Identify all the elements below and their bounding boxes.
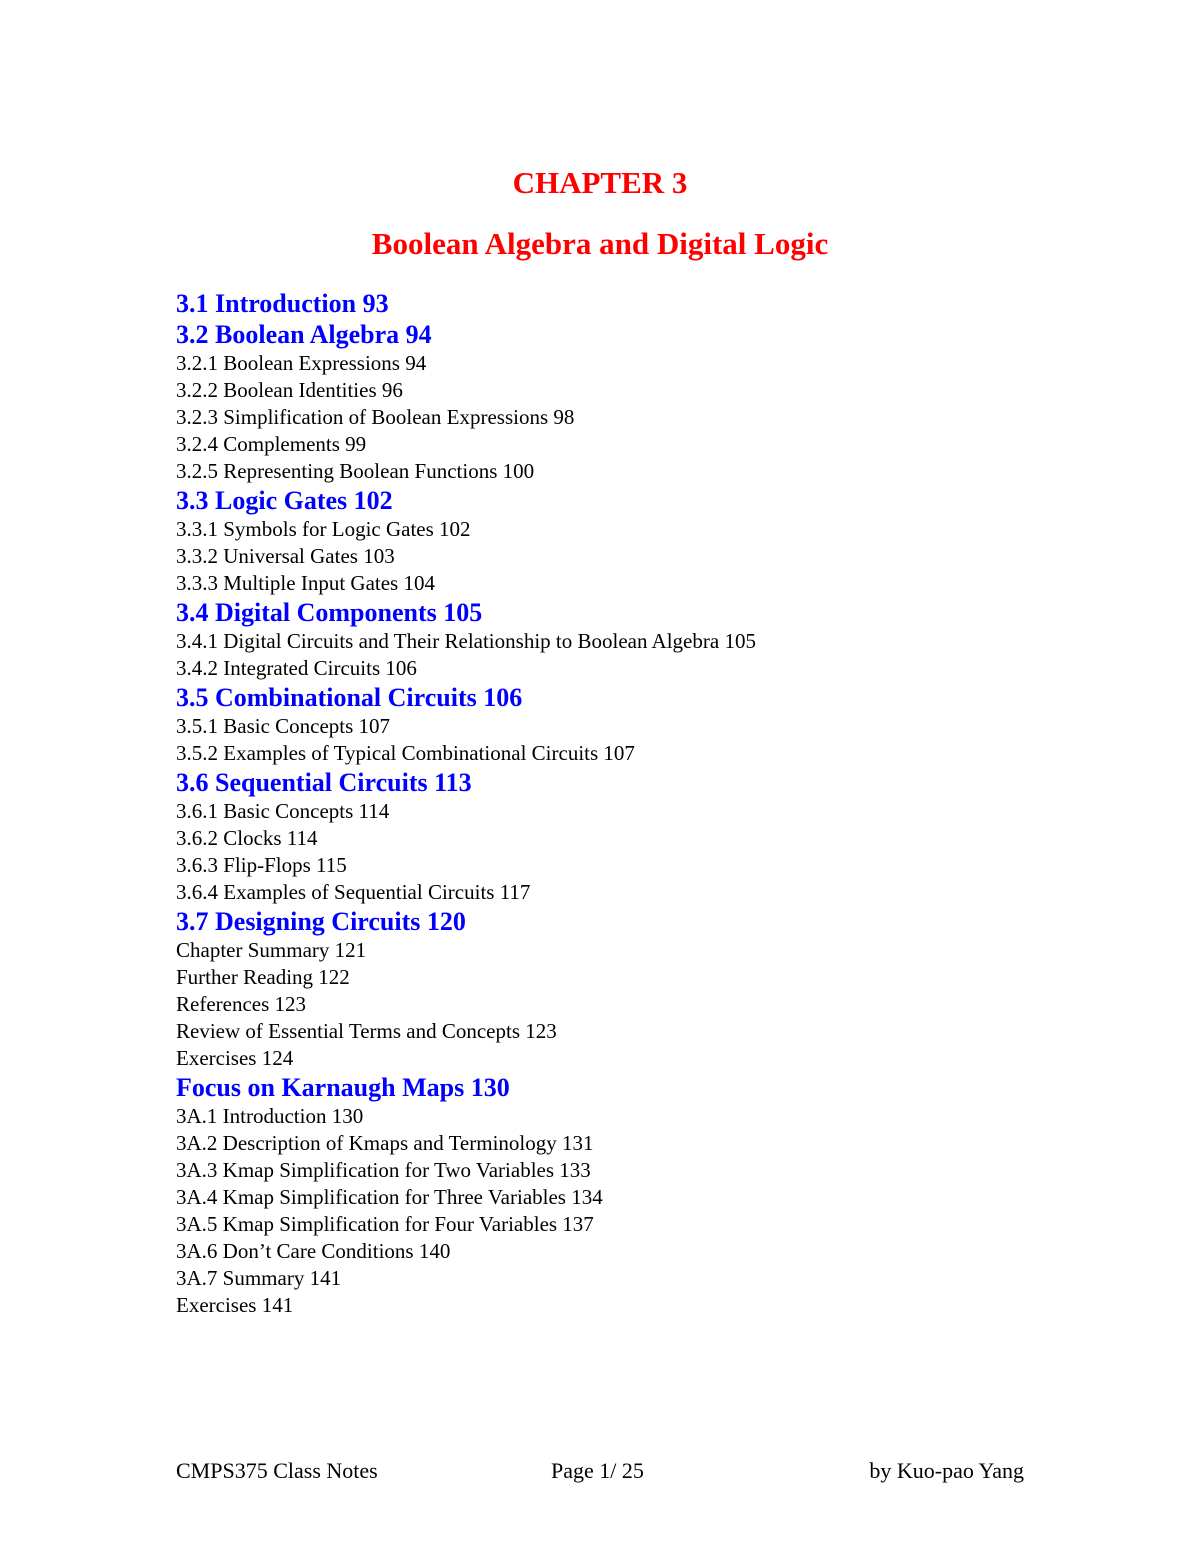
toc-subsection-entry: Review of Essential Terms and Concepts 123 (176, 1019, 557, 1043)
footer-course: CMPS375 Class Notes (176, 1458, 378, 1483)
toc-subsection-entry: 3.6.4 Examples of Sequential Circuits 117 (176, 880, 531, 904)
toc-subsection-entry: 3A.2 Description of Kmaps and Terminology 131 (176, 1131, 594, 1155)
toc-section-entry: 3.6 Sequential Circuits 113 (176, 768, 472, 797)
toc-subsection-entry: 3.2.5 Representing Boolean Functions 100 (176, 459, 535, 483)
footer-page-number: Page 1/ 25 (551, 1458, 644, 1483)
toc-subsection-entry: 3.3.3 Multiple Input Gates 104 (176, 571, 435, 595)
toc-subsection-entry: 3.5.1 Basic Concepts 107 (176, 714, 391, 738)
toc-subsection-entry: 3A.7 Summary 141 (176, 1266, 342, 1290)
toc-subsection-entry: Further Reading 122 (176, 965, 350, 989)
toc-section-entry: 3.5 Combinational Circuits 106 (176, 683, 523, 712)
toc-subsection-entry: 3.3.1 Symbols for Logic Gates 102 (176, 517, 471, 541)
chapter-label: CHAPTER 3 (512, 165, 688, 200)
toc-subsection-entry: 3A.4 Kmap Simplification for Three Variables 134 (176, 1185, 603, 1209)
toc-subsection-entry: 3A.1 Introduction 130 (176, 1104, 364, 1128)
toc-section-entry: 3.3 Logic Gates 102 (176, 486, 393, 515)
toc-subsection-entry: 3.5.2 Examples of Typical Combinational Circuits 107 (176, 741, 635, 765)
toc-subsection-entry: Exercises 124 (176, 1046, 294, 1070)
page-footer (176, 1456, 1024, 1486)
toc-subsection-entry: 3.4.2 Integrated Circuits 106 (176, 656, 417, 680)
toc-subsection-entry: 3.6.2 Clocks 114 (176, 826, 318, 850)
toc-subsection-entry: 3.3.2 Universal Gates 103 (176, 544, 395, 568)
toc-subsection-entry: 3.6.1 Basic Concepts 114 (176, 799, 390, 823)
toc-subsection-entry: 3.4.1 Digital Circuits and Their Relationship to Boolean Algebra 105 (176, 629, 756, 653)
toc-subsection-entry: 3.2.4 Complements 99 (176, 432, 367, 456)
toc-subsection-entry: 3.2.3 Simplification of Boolean Expressions 98 (176, 405, 575, 429)
toc-subsection-entry: 3A.6 Don’t Care Conditions 140 (176, 1239, 451, 1263)
toc-subsection-entry: References 123 (176, 992, 307, 1016)
toc-subsection-entry: 3.2.2 Boolean Identities 96 (176, 378, 403, 402)
toc-subsection-entry: Chapter Summary 121 (176, 938, 367, 962)
chapter-title: Boolean Algebra and Digital Logic (371, 226, 829, 261)
toc-subsection-entry: Exercises 141 (176, 1293, 294, 1317)
toc-subsection-entry: 3.2.1 Boolean Expressions 94 (176, 351, 427, 375)
toc-section-entry: 3.2 Boolean Algebra 94 (176, 320, 432, 349)
toc-section-entry: 3.7 Designing Circuits 120 (176, 907, 466, 936)
table-of-contents (176, 288, 1076, 1319)
toc-subsection-entry: 3A.5 Kmap Simplification for Four Variables 137 (176, 1212, 594, 1236)
toc-section-entry: Focus on Karnaugh Maps 130 (176, 1073, 510, 1102)
toc-section-entry: 3.4 Digital Components 105 (176, 598, 483, 627)
toc-subsection-entry: 3A.3 Kmap Simplification for Two Variables 133 (176, 1158, 591, 1182)
toc-subsection-entry: 3.6.3 Flip-Flops 115 (176, 853, 347, 877)
footer-author: by Kuo-pao Yang (869, 1458, 1024, 1483)
toc-section-entry: 3.1 Introduction 93 (176, 289, 389, 318)
